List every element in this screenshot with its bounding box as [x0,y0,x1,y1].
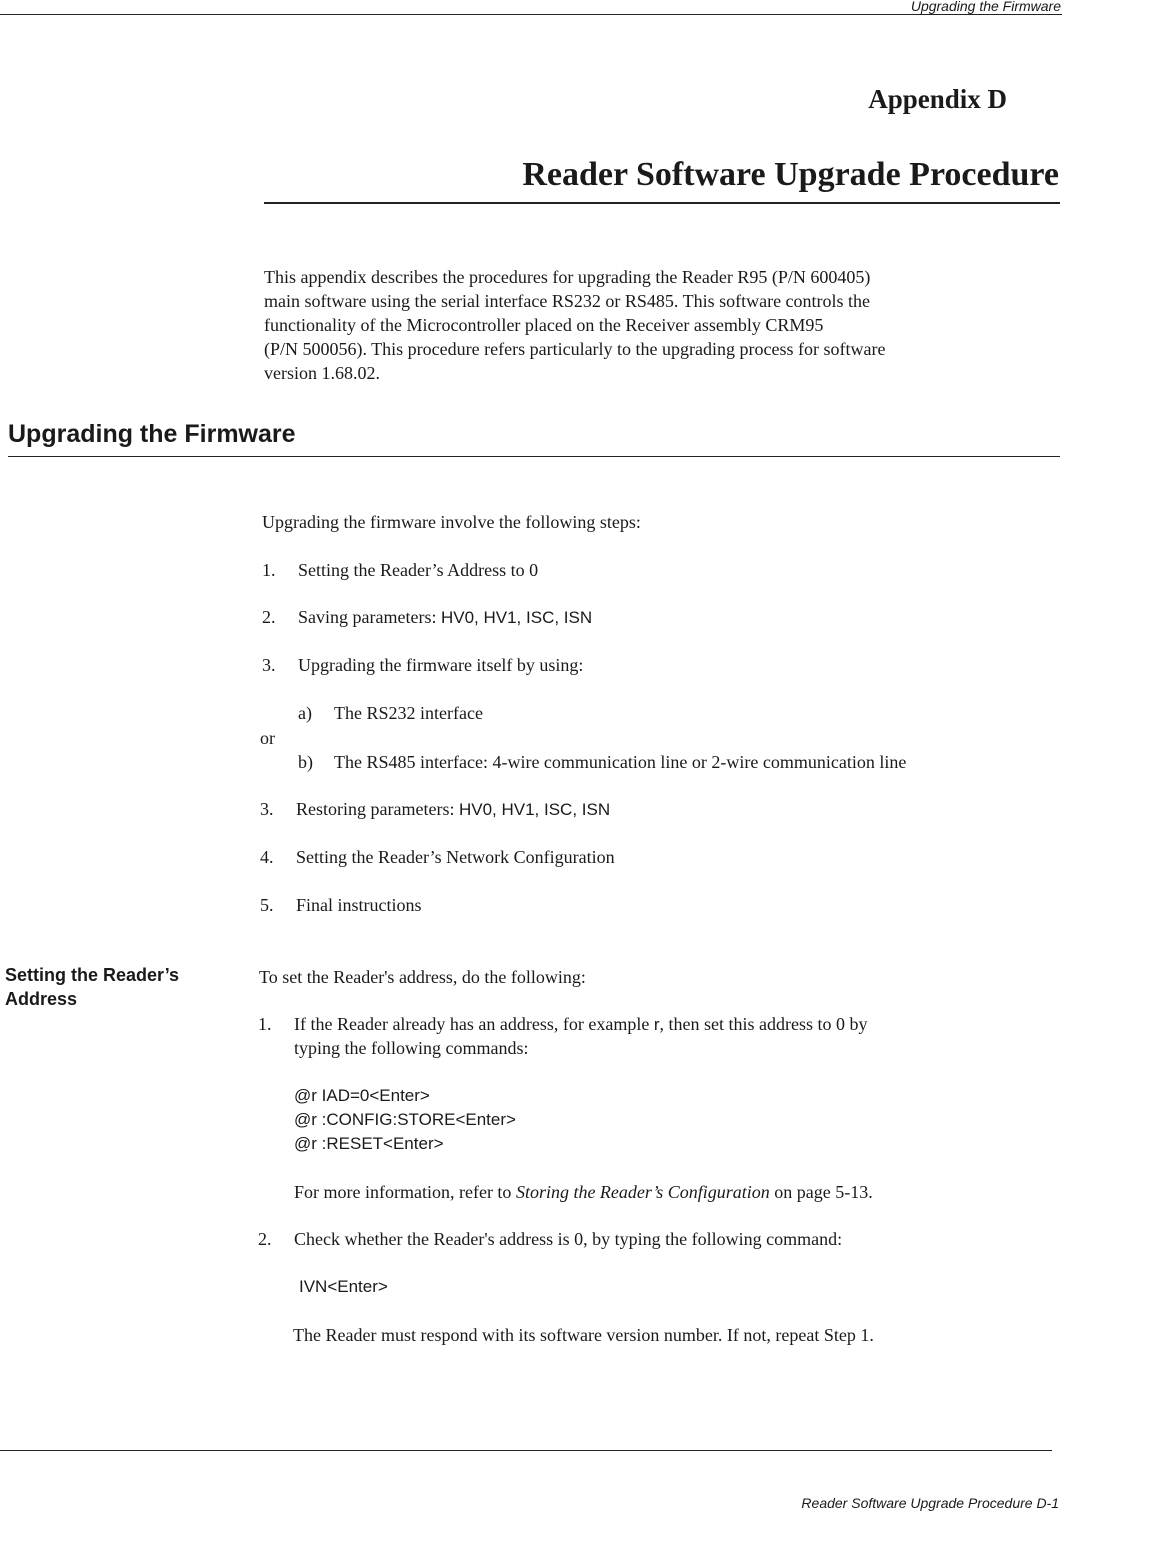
footer-rule [0,1450,1052,1451]
step-text: Setting the Reader’s Network Configuration [296,847,615,867]
sub-item-a [298,701,483,725]
sub-text: The RS485 interface: 4-wire communication line or 2-wire communication line [334,752,907,772]
step-text: If the Reader already has an address, for example [294,1014,654,1034]
step-item [260,797,610,822]
intro-line: main software using the serial interface RS232 or RS485. This software controls the [264,291,871,311]
step-number: 1. [258,1014,272,1034]
sub-label: a) [298,703,312,723]
step-item [258,1012,868,1037]
step-code: r [653,1015,660,1034]
info-text: on page 5-13. [769,1182,873,1202]
section-heading: Upgrading the Firmware [8,420,296,448]
intro-line: This appendix describes the procedures for upgrading the Reader R95 (P/N 600405) [264,267,871,287]
step-item [262,558,538,582]
step-number: 3. [262,655,276,675]
step-item [262,605,592,630]
side-heading [5,963,225,1011]
footer-text: Reader Software Upgrade Procedure D-1 [801,1495,1059,1511]
step-number: 3. [260,799,274,819]
step-number: 2. [262,607,276,627]
command-line: @r :CONFIG:STORE<Enter> [294,1110,516,1129]
result-text: The Reader must respond with its software version number. If not, repeat Step 1. [293,1325,874,1345]
step-text: Setting the Reader’s Address to 0 [298,560,539,580]
step-code: HV0, HV1, ISC, ISN [440,608,593,627]
command-line: IVN<Enter> [299,1277,388,1296]
intro-line: functionality of the Microcontroller placed on the Receiver assembly CRM95 [264,315,824,335]
sub-item-b [298,750,906,774]
step-text: Saving parameters: [298,607,441,627]
sub-text: The RS232 interface [334,703,483,723]
appendix-label: Appendix D [868,84,1007,114]
command-block [294,1084,516,1156]
subsection-lead: To set the Reader's address, do the following: [259,967,586,987]
step-code: HV0, HV1, ISC, ISN [458,800,611,819]
info-text: For more information, refer to [294,1182,516,1202]
sub-label: b) [298,752,313,772]
step-text: , then set this address to 0 by [659,1014,868,1034]
step-number: 4. [260,847,274,867]
step-item [262,653,583,677]
side-heading-line: Setting the Reader’s [5,965,180,985]
title-rule [264,202,1060,204]
intro-paragraph [264,265,1064,385]
step-text-continued: typing the following commands: [294,1038,529,1058]
header-rule [0,14,1062,15]
steps-lead: Upgrading the firmware involve the following steps: [262,512,641,532]
step-item [260,893,422,917]
page-title: Reader Software Upgrade Procedure [522,156,1059,193]
command-line: @r :RESET<Enter> [294,1134,444,1153]
step-text: Upgrading the firmware itself by using: [298,655,584,675]
running-header: Upgrading the Firmware [910,0,1061,14]
step-text: Check whether the Reader's address is 0, by typing the following command: [294,1229,843,1249]
step-text: Restoring parameters: [296,799,459,819]
intro-line: (P/N 500056). This procedure refers particularly to the upgrading process for software [264,339,886,359]
step-item [260,845,615,869]
side-heading-line: Address [5,989,78,1009]
intro-line: version 1.68.02. [264,363,380,383]
or-label: or [260,728,275,748]
step-text: Final instructions [296,895,422,915]
step-number: 5. [260,895,274,915]
step-item [258,1227,842,1251]
cross-reference-link[interactable]: Storing the Reader’s Configuration [515,1182,770,1202]
step-number: 1. [262,560,276,580]
info-line [294,1180,873,1204]
step-number: 2. [258,1229,272,1249]
command-line: @r IAD=0<Enter> [294,1086,430,1105]
section-rule [8,456,1060,457]
